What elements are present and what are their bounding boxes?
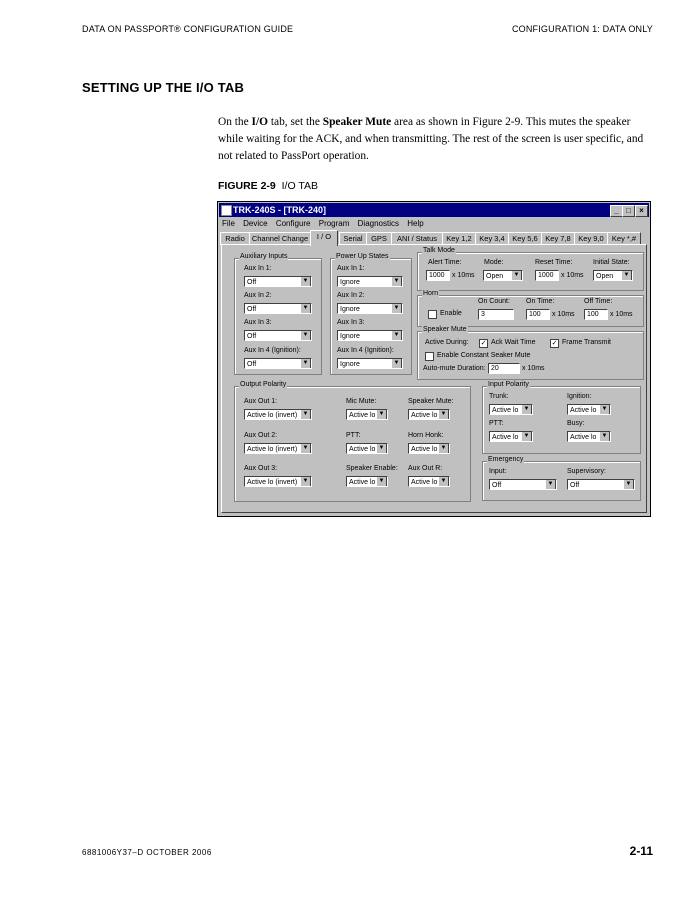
aux-in-1-label: Aux In 1: (244, 265, 272, 272)
footer-left: 6881006Y37–D OCTOBER 2006 (82, 848, 212, 857)
minimize-icon[interactable]: _ (610, 205, 623, 217)
mode-label: Mode: (484, 259, 504, 266)
output-polarity-group (234, 381, 471, 502)
tab-channel-change[interactable]: Channel Change (249, 232, 311, 245)
chevron-down-icon[interactable]: ▼ (623, 480, 634, 489)
menu-device[interactable]: Device (243, 219, 268, 228)
chevron-down-icon[interactable]: ▼ (438, 410, 449, 419)
power-aux-in-1-label: Aux In 1: (337, 265, 365, 272)
reset-time-field[interactable]: 1000 (535, 270, 559, 281)
busy-select[interactable]: Active lo ▼ (567, 431, 611, 442)
trunk-select[interactable]: Active lo ▼ (489, 404, 533, 415)
tab-key-3-4[interactable]: Key 3,4 (475, 232, 509, 245)
body-paragraph: On the I/O tab, set the Speaker Mute area as shown in Figure 2-9. This mutes the speaker while waiting for the ACK, and when transmitting. The rest of the screen is user specific, and not related to PassPort operation. (218, 116, 644, 162)
auto-mute-field[interactable]: 20 (488, 363, 520, 374)
tab-gps[interactable]: GPS (366, 232, 392, 245)
supervisory-select[interactable]: Off ▼ (567, 479, 635, 490)
initial-state-select[interactable]: Open ▼ (593, 270, 633, 281)
reset-time-unit: x 10ms (561, 272, 584, 279)
power-aux-in-3-label: Aux In 3: (337, 319, 365, 326)
horn-honk-label: Horn Honk: (408, 432, 444, 439)
figure-number: FIGURE 2-9 (218, 180, 276, 192)
aux-out-3-select[interactable]: Active lo (invert) ▼ (244, 476, 312, 487)
chevron-down-icon[interactable]: ▼ (300, 304, 311, 313)
chevron-down-icon[interactable]: ▼ (511, 271, 522, 280)
app-window (217, 201, 651, 517)
chevron-down-icon[interactable]: ▼ (438, 477, 449, 486)
chevron-down-icon[interactable]: ▼ (300, 277, 311, 286)
off-time-field[interactable]: 100 (584, 309, 608, 320)
busy-label: Busy: (567, 420, 585, 427)
menu-configure[interactable]: Configure (275, 219, 311, 228)
aux-out-1-label: Aux Out 1: (244, 398, 278, 405)
emergency-input-label: Input: (489, 468, 507, 475)
input-ptt-select[interactable]: Active lo ▼ (489, 431, 533, 442)
active-during-label: Active During: (425, 339, 469, 346)
chevron-down-icon[interactable]: ▼ (391, 277, 402, 286)
constant-mute-label: Enable Constant Seaker Mute (437, 352, 531, 359)
output-polarity-title: Output Polarity (240, 381, 287, 388)
speaker-enable-label: Speaker Enable: (346, 465, 398, 472)
initial-state-label: Initial State: (593, 259, 630, 266)
alert-time-unit: x 10ms (452, 272, 475, 279)
io-tab-panel (221, 244, 647, 513)
aux-out-r-select[interactable]: Active lo ▼ (408, 476, 450, 487)
aux-out-1-select[interactable]: Active lo (invert) ▼ (244, 409, 312, 420)
tab-key-5-6[interactable]: Key 5,6 (508, 232, 542, 245)
output-ptt-select[interactable]: Active lo ▼ (346, 443, 388, 454)
mode-select[interactable]: Open ▼ (483, 270, 523, 281)
aux-in-4-select[interactable]: Off ▼ (244, 358, 312, 369)
aux-in-1-select[interactable]: Off ▼ (244, 276, 312, 287)
chevron-down-icon[interactable]: ▼ (521, 432, 532, 441)
mic-mute-select[interactable]: Active lo ▼ (346, 409, 388, 420)
aux-in-2-label: Aux In 2: (244, 292, 272, 299)
input-polarity-group (482, 381, 641, 454)
mic-mute-label: Mic Mute: (346, 398, 377, 405)
close-icon[interactable]: × (635, 205, 648, 217)
talk-mode-group (417, 247, 644, 291)
auto-mute-unit: x 10ms (522, 365, 545, 372)
output-ptt-label: PTT: (346, 432, 361, 439)
power-aux-in-2-select[interactable]: Ignore ▼ (337, 303, 403, 314)
emergency-input-select[interactable]: Off ▼ (489, 479, 557, 490)
aux-out-3-label: Aux Out 3: (244, 465, 278, 472)
chevron-down-icon[interactable]: ▼ (376, 477, 387, 486)
tab-radio[interactable]: Radio (220, 232, 250, 245)
menu-program[interactable]: Program (318, 219, 350, 228)
off-time-label: Off Time: (584, 298, 613, 305)
power-aux-in-2-label: Aux In 2: (337, 292, 365, 299)
chevron-down-icon[interactable]: ▼ (300, 331, 311, 340)
chevron-down-icon[interactable]: ▼ (300, 477, 311, 486)
power-up-states-title: Power Up States (336, 253, 389, 260)
ignition-select[interactable]: Active lo ▼ (567, 404, 611, 415)
chevron-down-icon[interactable]: ▼ (521, 405, 532, 414)
section-title: SETTING UP THE I/O TAB (82, 80, 245, 95)
horn-enable-checkbox[interactable] (428, 310, 437, 319)
aux-out-2-select[interactable]: Active lo (invert) ▼ (244, 443, 312, 454)
supervisory-label: Supervisory: (567, 468, 606, 475)
speaker-mute-group (417, 326, 644, 380)
menu-bar (222, 219, 430, 228)
power-aux-in-3-select[interactable]: Ignore ▼ (337, 330, 403, 341)
alert-time-label: Alert Time: (428, 259, 462, 266)
talk-mode-title: Talk Mode (423, 247, 455, 254)
chevron-down-icon[interactable]: ▼ (599, 405, 610, 414)
chevron-down-icon[interactable]: ▼ (376, 410, 387, 419)
figure-caption (218, 180, 318, 192)
aux-out-2-label: Aux Out 2: (244, 432, 278, 439)
chevron-down-icon[interactable]: ▼ (391, 359, 402, 368)
chevron-down-icon[interactable]: ▼ (599, 432, 610, 441)
chevron-down-icon[interactable]: ▼ (391, 304, 402, 313)
ack-wait-checkbox[interactable]: ✓ (480, 340, 487, 347)
menu-help[interactable]: Help (407, 219, 424, 228)
speaker-mute-title: Speaker Mute (423, 326, 467, 333)
input-polarity-title: Input Polarity (488, 381, 529, 388)
title-bar (219, 203, 649, 217)
chevron-down-icon[interactable]: ▼ (438, 444, 449, 453)
chevron-down-icon[interactable]: ▼ (621, 271, 632, 280)
aux-inputs-group (234, 253, 322, 375)
figure-title: I/O TAB (281, 180, 318, 192)
aux-out-r-label: Aux Out R: (408, 465, 443, 472)
speaker-enable-select[interactable]: Active lo ▼ (346, 476, 388, 487)
chevron-down-icon[interactable]: ▼ (300, 410, 311, 419)
chevron-down-icon[interactable]: ▼ (376, 444, 387, 453)
chevron-down-icon[interactable]: ▼ (545, 480, 556, 489)
running-header-right: CONFIGURATION 1: DATA ONLY (511, 24, 653, 34)
horn-group (417, 290, 644, 327)
power-aux-in-4-select[interactable]: Ignore ▼ (337, 358, 403, 369)
input-ptt-label: PTT: (489, 420, 504, 427)
window-title: TRK-240S - [TRK-240] (233, 205, 327, 215)
power-aux-in-4-label: Aux In 4 (Ignition): (337, 347, 394, 354)
menu-file[interactable]: File (222, 219, 235, 228)
tab-key-9-0[interactable]: Key 9,0 (574, 232, 608, 245)
power-aux-in-1-select[interactable]: Ignore ▼ (337, 276, 403, 287)
tab-key-star-hash[interactable]: Key *,# (607, 232, 641, 245)
tab-key-1-2[interactable]: Key 1,2 (442, 232, 476, 245)
on-count-field[interactable]: 3 (478, 309, 514, 320)
aux-in-3-select[interactable]: Off ▼ (244, 330, 312, 341)
on-time-label: On Time: (526, 298, 555, 305)
tab-serial[interactable]: Serial (339, 232, 367, 245)
chevron-down-icon[interactable]: ▼ (300, 444, 311, 453)
aux-inputs-title: Auxiliary Inputs (240, 253, 288, 260)
on-count-label: On Count: (478, 298, 510, 305)
tab-ani-status[interactable]: ANI / Status (391, 232, 443, 245)
aux-in-2-select[interactable]: Off ▼ (244, 303, 312, 314)
horn-honk-select[interactable]: Active lo ▼ (408, 443, 450, 454)
horn-title: Horn (423, 290, 439, 297)
constant-mute-checkbox[interactable] (425, 352, 434, 361)
power-up-states-group (330, 253, 412, 375)
tab-key-7-8[interactable]: Key 7,8 (541, 232, 575, 245)
emergency-group (482, 456, 641, 501)
auto-mute-label: Auto-mute Duration: (423, 365, 486, 372)
app-icon (221, 205, 232, 216)
chevron-down-icon[interactable]: ▼ (391, 331, 402, 340)
on-time-unit: x 10ms (552, 311, 575, 318)
tab-io[interactable]: I / O (310, 230, 338, 246)
page-number: 2-11 (629, 844, 653, 858)
aux-in-4-label: Aux In 4 (Ignition): (244, 347, 301, 354)
frame-transmit-checkbox[interactable]: ✓ (551, 340, 558, 347)
chevron-down-icon[interactable]: ▼ (300, 359, 311, 368)
running-header-left: DATA ON PASSPORT® CONFIGURATION GUIDE (82, 24, 294, 34)
maximize-icon[interactable]: □ (622, 205, 635, 217)
frame-transmit-label: Frame Transmit (562, 339, 612, 346)
horn-enable-label: Enable (440, 310, 462, 317)
ack-wait-label: Ack Wait Time (491, 339, 536, 346)
trunk-label: Trunk: (489, 393, 509, 400)
off-time-unit: x 10ms (610, 311, 633, 318)
speaker-mute-output-select[interactable]: Active lo ▼ (408, 409, 450, 420)
on-time-field[interactable]: 100 (526, 309, 550, 320)
menu-diagnostics[interactable]: Diagnostics (357, 219, 400, 228)
emergency-title: Emergency (488, 456, 524, 463)
alert-time-field[interactable]: 1000 (426, 270, 450, 281)
aux-in-3-label: Aux In 3: (244, 319, 272, 326)
ignition-label: Ignition: (567, 393, 592, 400)
reset-time-label: Reset Time: (535, 259, 573, 266)
speaker-mute-output-label: Speaker Mute: (408, 398, 454, 405)
